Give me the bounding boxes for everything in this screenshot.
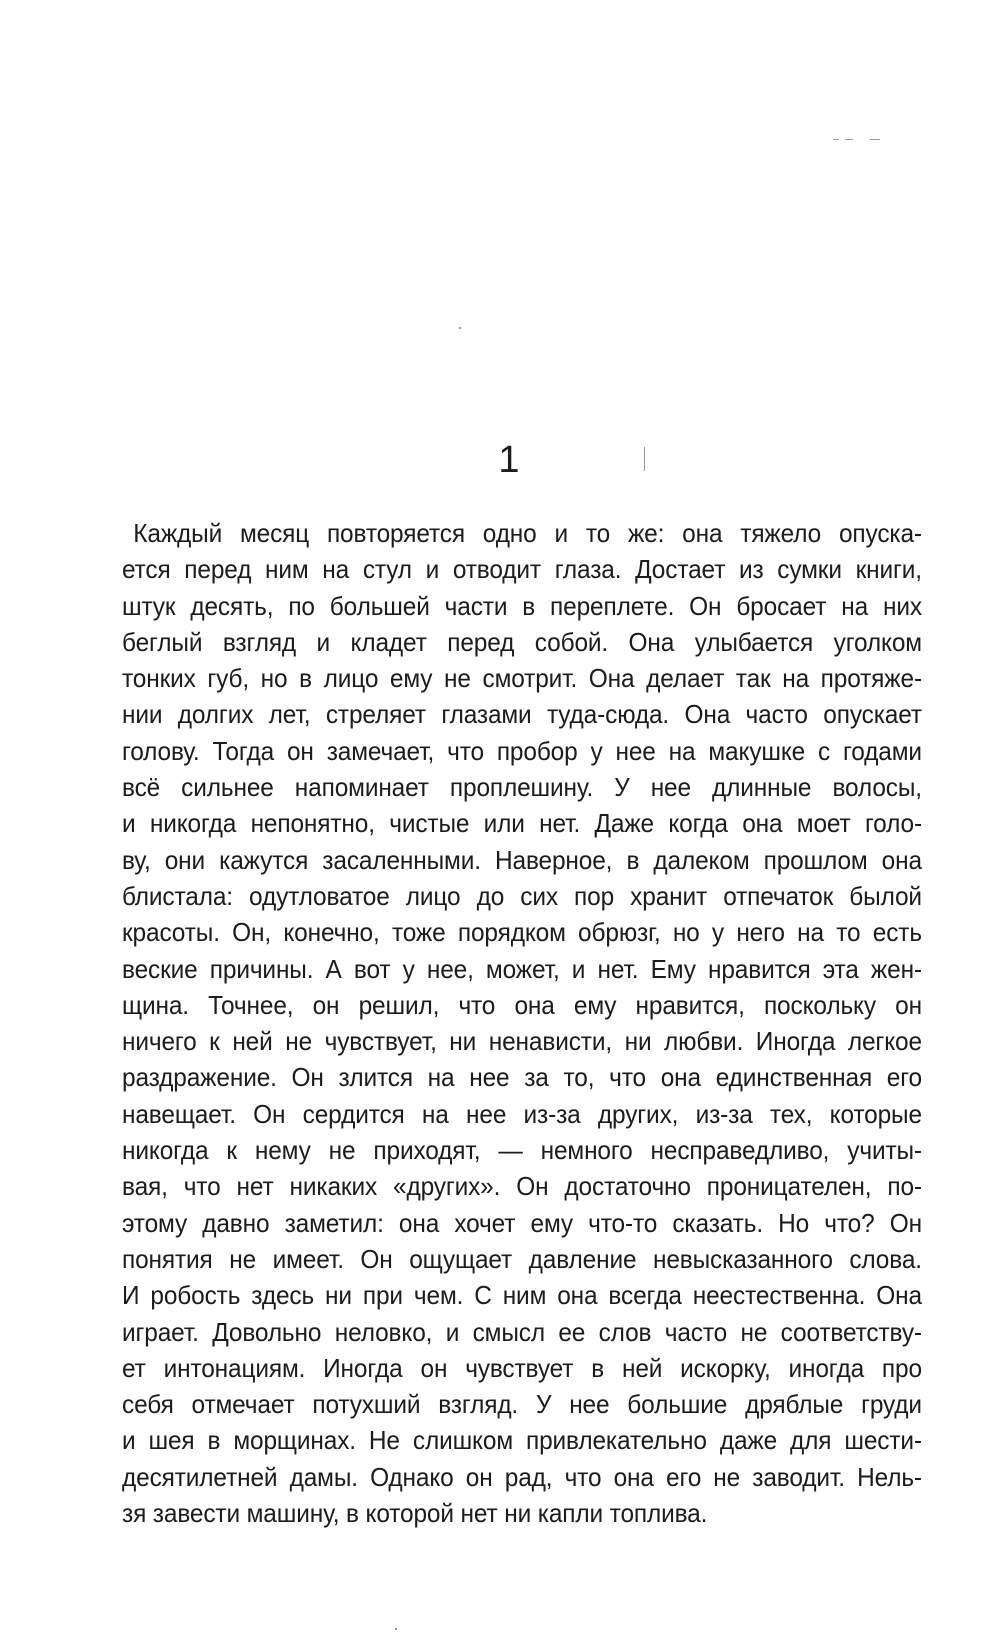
scan-speck: [644, 447, 645, 471]
text-line: нии долгих лет, стреляет глазами туда-сюда. Она часто опускает: [122, 699, 922, 730]
text-line: штук десять, по большей части в переплете. Он бросает на них: [122, 590, 922, 621]
text-line: блистала: одутловатое лицо до сих пор хранит отпечаток былой: [122, 880, 922, 911]
text-line: всё сильнее напоминает проплешину. У нее длинные волосы,: [122, 772, 922, 803]
text-line: ву, они кажутся засаленными. Наверное, в далеком прошлом она: [122, 844, 922, 875]
text-line: ет интонациям. Иногда он чувствует в ней искорку, иногда про: [122, 1352, 922, 1383]
text-line: понятия не имеет. Он ощущает давление невысказанного слова.: [122, 1243, 922, 1274]
text-line: тонких губ, но в лицо ему не смотрит. Она делает так на протяже-: [122, 663, 922, 694]
text-line: ничего к ней не чувствует, ни ненависти, ни любви. Иногда легкое: [122, 1026, 922, 1057]
text-line: щина. Точнее, он решил, что она ему нравится, поскольку он: [122, 989, 922, 1020]
text-line: раздражение. Он злится на нее за то, что она единственная его: [122, 1062, 922, 1093]
text-line: Каждый месяц повторяется одно и то же: она тяжело опуска-: [133, 518, 922, 548]
body-text: [122, 515, 922, 1531]
text-line: навещает. Он сердится на нее из-за других, из-за тех, которые: [122, 1098, 922, 1129]
text-line: никогда к нему не приходят, — немного несправедливо, учиты-: [122, 1135, 922, 1166]
scan-speck: [459, 327, 461, 329]
text-line: вая, что нет никаких «других». Он достаточно проницателен, по-: [122, 1171, 922, 1202]
text-line: играет. Довольно неловко, и смысл ее слов часто не соответству-: [122, 1316, 922, 1347]
scan-speck: [870, 139, 880, 140]
text-line: зя завести машину, в которой нет ни капли топлива.: [122, 1498, 708, 1529]
text-line: беглый взгляд и кладет перед собой. Она улыбается уголком: [122, 626, 922, 657]
text-line: и никогда непонятно, чистые или нет. Даже когда она моет голо-: [122, 808, 922, 839]
text-line: себя отмечает потухший взгляд. У нее большие дряблые груди: [122, 1389, 922, 1420]
scan-speck: [395, 1628, 397, 1630]
text-line: десятилетней дамы. Однако он рад, что она его не заводит. Нель-: [122, 1461, 922, 1492]
text-line: голову. Тогда он замечает, что пробор у нее на макушке с годами: [122, 735, 922, 766]
text-line: веские причины. А вот у нее, может, и нет. Ему нравится эта жен-: [122, 953, 922, 984]
chapter-number: 1: [498, 439, 520, 481]
text-line: И робость здесь ни при чем. С ним она всегда неестественна. Она: [122, 1280, 922, 1311]
scan-speck: [845, 139, 853, 140]
text-line: и шея в морщинах. Не слишком привлекательно даже для шести-: [122, 1425, 922, 1456]
text-line: этому давно заметил: она хочет ему что-то сказать. Но что? Он: [122, 1207, 922, 1238]
text-line: красоты. Он, конечно, тоже порядком обрюзг, но у него на то есть: [122, 917, 922, 948]
text-line: ется перед ним на стул и отводит глаза. Достает из сумки книги,: [122, 554, 922, 585]
scan-speck: [833, 139, 839, 140]
